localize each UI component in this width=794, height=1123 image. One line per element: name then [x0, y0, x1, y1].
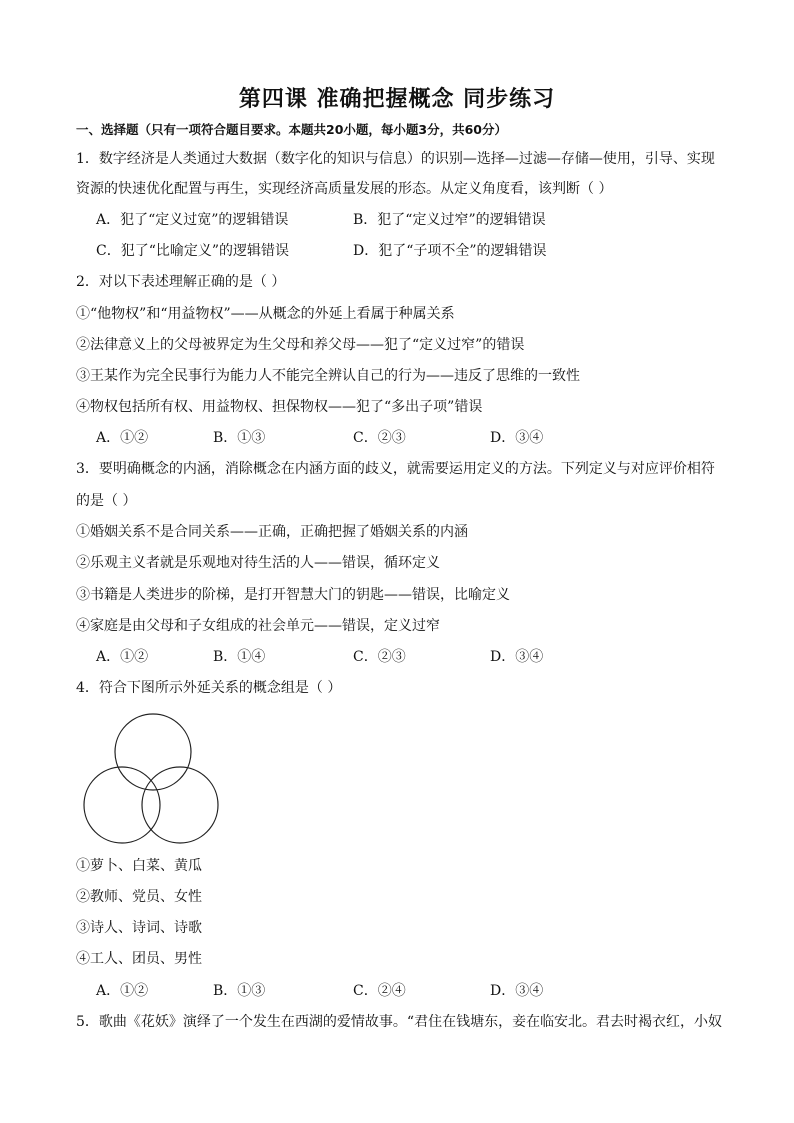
q3-option-c: C．②③	[353, 649, 406, 665]
q2-stem: 2．对以下表述理解正确的是（ ）	[76, 274, 286, 290]
q2-statement-3: ③王某作为完全民事行为能力人不能完全辨认自己的行为——违反了思维的一致性	[76, 368, 580, 384]
q3-option-a: A．①②	[96, 649, 149, 665]
q1-stem-line1: 1．数字经济是人类通过大数据（数字化的知识与信息）的识别—选择—过滤—存储—使用，引导、实现	[76, 151, 715, 167]
page-title: 第四课 准确把握概念 同步练习	[238, 87, 556, 112]
q2-option-a: A．①②	[96, 430, 149, 446]
q1-option-c: C．犯了“比喻定义”的逻辑错误	[96, 243, 290, 259]
q3-option-d: D．③④	[490, 649, 544, 665]
q2-statement-2: ②法律意义上的父母被界定为生父母和养父母——犯了“定义过窄”的错误	[76, 337, 525, 353]
q3-statement-2: ②乐观主义者就是乐观地对待生活的人——错误，循环定义	[76, 555, 440, 571]
q3-option-b: B．①④	[213, 649, 266, 665]
q2-statement-1: ①“他物权”和“用益物权”——从概念的外延上看属于种属关系	[76, 306, 455, 322]
q2-statement-4: ④物权包括所有权、用益物权、担保物权——犯了“多出子项”错误	[76, 399, 483, 415]
q4-statement-1: ①萝卜、白菜、黄瓜	[76, 858, 202, 874]
q3-stem-line1: 3．要明确概念的内涵，消除概念在内涵方面的歧义，就需要运用定义的方法。下列定义与对应评价相符	[76, 461, 715, 477]
q4-statement-3: ③诗人、诗词、诗歌	[76, 920, 202, 936]
section-heading: 一、选择题（只有一项符合题目要求。本题共20小题，每小题3分，共60分）	[76, 122, 507, 137]
q3-statement-4: ④家庭是由父母和子女组成的社会单元——错误，定义过窄	[76, 618, 440, 634]
q3-statement-1: ①婚姻关系不是合同关系——正确，正确把握了婚姻关系的内涵	[76, 524, 468, 540]
q1-option-a: A．犯了“定义过宽”的逻辑错误	[96, 212, 289, 228]
q2-option-b: B．①③	[213, 430, 266, 446]
q5-stem-line1: 5．歌曲《花妖》演绎了一个发生在西湖的爱情故事。“君住在钱塘东，妾在临安北。君去时褐衣红，小奴	[76, 1014, 723, 1030]
q1-option-b: B．犯了“定义过窄”的逻辑错误	[353, 212, 546, 228]
q4-option-a: A．①②	[96, 983, 149, 999]
venn-diagram	[80, 712, 225, 847]
q4-option-b: B．①③	[213, 983, 266, 999]
q4-stem: 4．符合下图所示外延关系的概念组是（ ）	[76, 680, 342, 696]
q4-option-c: C．②④	[353, 983, 406, 999]
q1-stem-line2: 资源的快速优化配置与再生，实现经济高质量发展的形态。从定义角度看，该判断（ ）	[76, 181, 613, 197]
q2-option-c: C．②③	[353, 430, 406, 446]
q4-statement-4: ④工人、团员、男性	[76, 951, 202, 967]
q3-statement-3: ③书籍是人类进步的阶梯，是打开智慧大门的钥匙——错误，比喻定义	[76, 587, 510, 603]
venn-circle-left	[84, 767, 160, 843]
q2-option-d: D．③④	[490, 430, 544, 446]
q4-option-d: D．③④	[490, 983, 544, 999]
q4-statement-2: ②教师、党员、女性	[76, 889, 202, 905]
q3-stem-line2: 的是（ ）	[76, 493, 137, 509]
q1-option-d: D．犯了“子项不全”的逻辑错误	[353, 243, 547, 259]
